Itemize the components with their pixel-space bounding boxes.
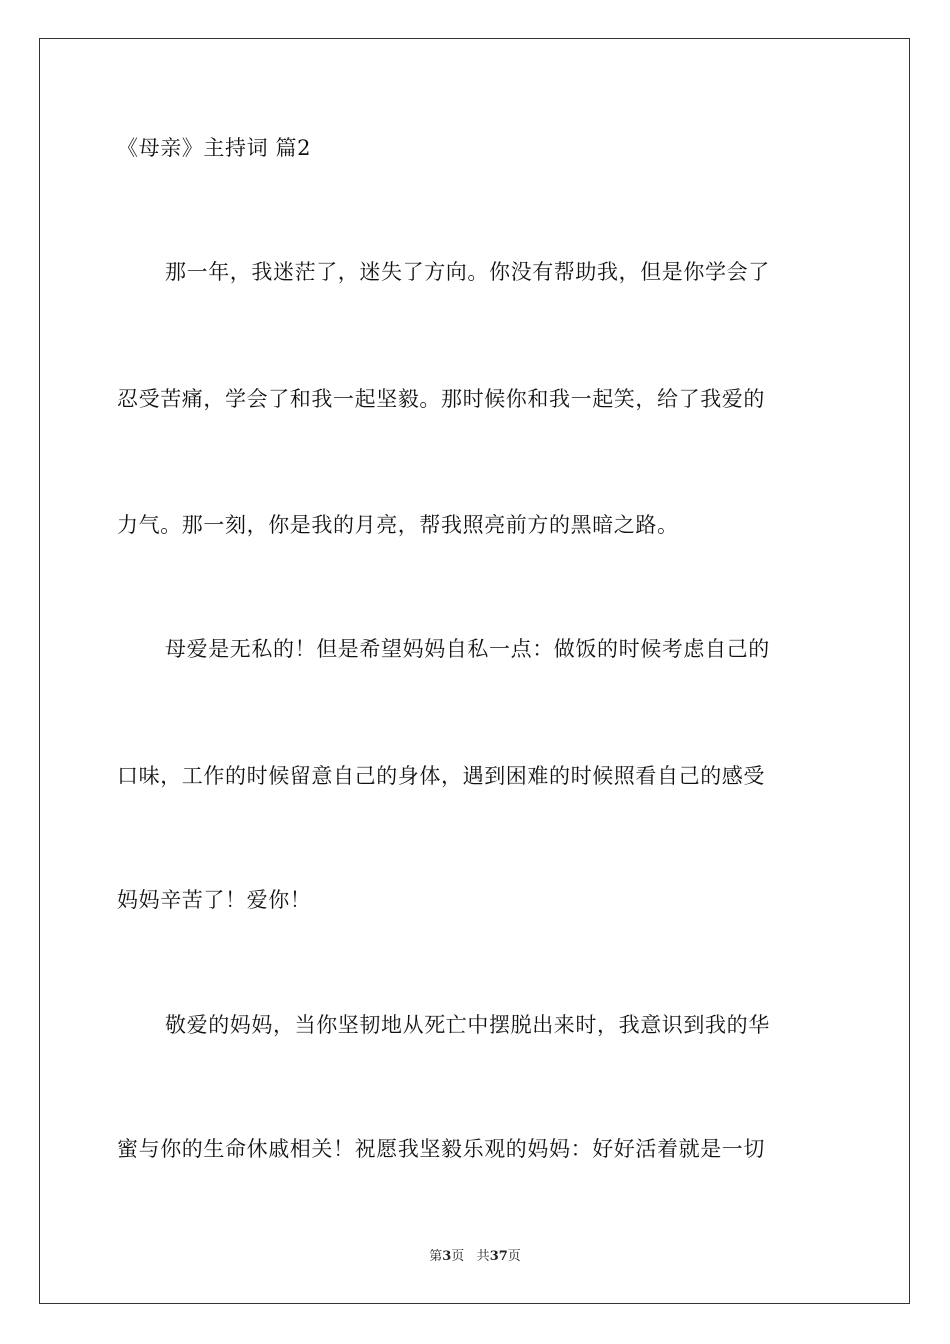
page-suffix: 页 <box>451 1249 465 1264</box>
paragraph-1-line-2: 忍受苦痛，学会了和我一起坚毅。那时候你和我一起笑，给了我爱的 <box>117 387 765 411</box>
page-border <box>39 38 910 1304</box>
total-pages: 37 <box>489 1249 508 1264</box>
paragraph-2-line-3: 妈妈辛苦了！爱你！ <box>117 888 312 912</box>
total-suffix: 页 <box>507 1249 521 1264</box>
total-prefix: 共 <box>476 1249 490 1264</box>
page-prefix: 第 <box>429 1249 443 1264</box>
paragraph-1-line-3: 力气。那一刻，你是我的月亮，帮我照亮前方的黑暗之路。 <box>117 513 679 537</box>
paragraph-2-line-2: 口味，工作的时候留意自己的身体，遇到困难的时候照看自己的感受 <box>117 764 765 788</box>
paragraph-1-line-1: 那一年，我迷茫了，迷失了方向。你没有帮助我，但是你学会了 <box>165 260 770 284</box>
page-footer <box>0 1248 950 1266</box>
paragraph-2-line-1: 母爱是无私的！但是希望妈妈自私一点：做饭的时候考虑自己的 <box>165 637 770 661</box>
page-number: 3 <box>442 1249 452 1264</box>
paragraph-3-line-1: 敬爱的妈妈，当你坚韧地从死亡中摆脱出来时，我意识到我的华 <box>165 1013 770 1037</box>
paragraph-3-line-2: 蜜与你的生命休戚相关！祝愿我坚毅乐观的妈妈：好好活着就是一切 <box>117 1137 765 1161</box>
document-heading: 《母亲》主持词 篇2 <box>117 136 312 160</box>
